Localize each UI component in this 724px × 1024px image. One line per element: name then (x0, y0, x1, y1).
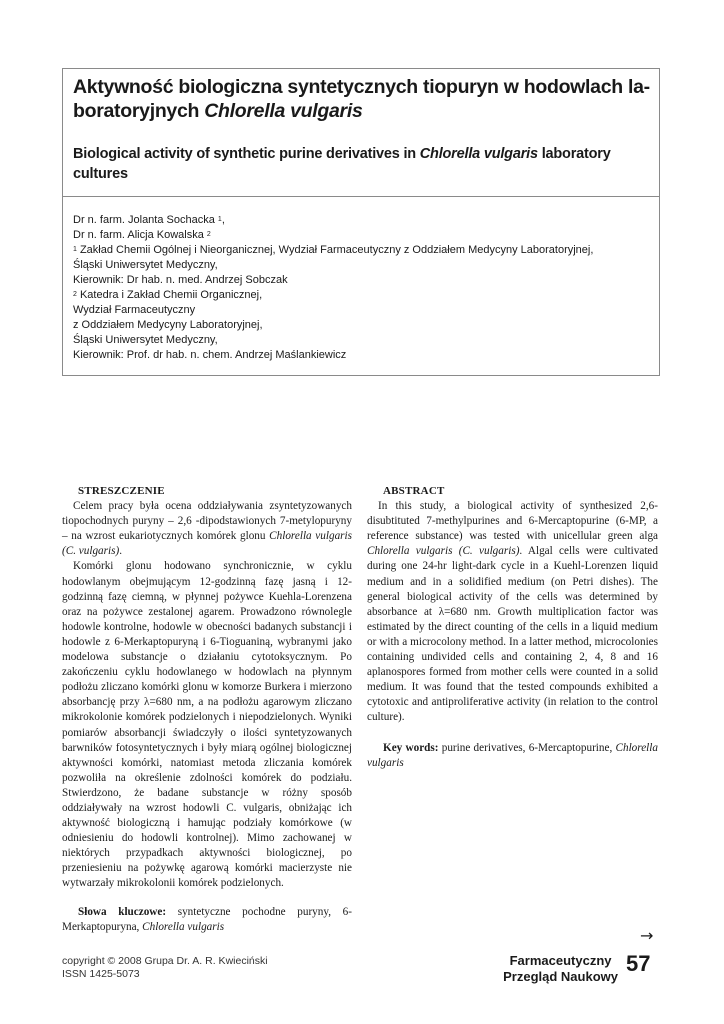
title-english-part1: Biological activity of synthetic purine derivatives in (73, 146, 420, 162)
affiliation-1: $^1$ Zakład Chemii Ogólnej i Nieorganicznej, Wydział Farmaceutyczny z Oddziałem Medycyny Laboratoryjnej, (73, 244, 594, 256)
author-1: Dr n. farm. Jolanta Sochacka $^1$, (73, 214, 225, 226)
header-frame (62, 68, 660, 376)
affiliation-2-faculty: Wydział Farmaceutyczny (73, 304, 196, 316)
footer-copyright (62, 955, 268, 981)
abstract-column (367, 484, 658, 771)
title-english-part2: laboratory (537, 146, 611, 162)
title-block (73, 75, 653, 184)
affiliation-2-branch: z Oddziałem Medycyny Laboratoryjnej, (73, 319, 263, 331)
streszczenie-paragraph-1: Celem pracy była ocena oddziaływania zsyntetyzowanych tiopochodnych puryny – 2,6 -dipodstawionych 7-metylopuryny – na wzrost eukariotycznych komórek glonu Chlorella vulgaris (C. vulgaris). (62, 500, 352, 558)
author-affiliations (73, 213, 653, 363)
affiliation-2-head: Kierownik: Prof. dr hab. n. chem. Andrzej Maślankiewicz (73, 349, 347, 361)
title-polish-species: Chlorella vulgaris (204, 100, 363, 122)
author-2: Dr n. farm. Alicja Kowalska $^2$ (73, 229, 211, 241)
streszczenie-heading: STRESZCZENIE (78, 485, 165, 497)
affiliation-2: $^2$ Katedra i Zakład Chemii Organicznej, (73, 289, 263, 301)
streszczenie-keywords: Słowa kluczowe: syntetyczne pochodne puryny, 6-Merkaptopuryna, Chlorella vulgaris (62, 905, 352, 933)
title-english (73, 144, 653, 184)
streszczenie-paragraph-2: Komórki glonu hodowano synchronicznie, w cyklu hodowlanym obejmującym 12-godzinną fazę jasną i 12-godzinną fazę ciemną, w płynnej pożywce Kuehla-Lorenzena oraz na pożywce zestalonej agarem. Prowadzono równolegle hodowle kontrolne, hodowle w obecności badanych substancji i hodowle z 6-Merkaptopuryną i 6-Tioguaniną, wybranymi jako modelowa substancje o działaniu cytotoksycznym. Po zakończeniu cyklu hodowlanego w hodowlach na płynnym podłożu zliczano komórki glonu w komorze Burkera i mierzono absorbancję przy λ=680 nm, a na podłożu agarowym zliczano mikrokolonie komórek podzielonych i niepodzielonych. Wyniki pomiarów absorbancji świadczyły o ilości syntetyzowanych barwników fotosyntetycznych i były miarą ogólnej biologicznej aktywności komórki, natomiast metoda zliczania komórek pozwoliła na określenie zdolności komórek do podziału. Stwierdzono, że badane substancje w różny sposób oddziaływały na wzrost hodowli C. vulgaris, obniżając ich aktywność biologiczną i hamując podziały komórkowe (w odniesieniu do hodowli kontrolnej). Mimo zachowanej w niektórych przypadkach aktywności biologicznej, po przeniesieniu na pożywkę agarową komórki macierzyste nie wytwarzały mikrokolonii komórek podzielonych. (62, 560, 352, 890)
title-english-part3: cultures (73, 166, 128, 182)
journal-name-line1: Farmaceutyczny (509, 953, 612, 968)
continue-arrow-icon: → (640, 926, 654, 945)
issn-text: ISSN 1425-5073 (62, 968, 140, 980)
title-english-species: Chlorella vulgaris (419, 146, 538, 162)
affiliation-1-university: Śląski Uniwersytet Medyczny, (73, 259, 218, 271)
header-separator (63, 196, 659, 197)
title-polish-line2: boratoryjnych (73, 100, 205, 122)
affiliation-2-university: Śląski Uniwersytet Medyczny, (73, 334, 218, 346)
copyright-text: copyright © 2008 Grupa Dr. A. R. Kwieciński (62, 955, 268, 967)
affiliation-1-head: Kierownik: Dr hab. n. med. Andrzej Sobczak (73, 274, 288, 286)
journal-name (503, 953, 618, 985)
journal-name-line2: Przegląd Naukowy (503, 969, 618, 984)
page-number: 57 (626, 951, 651, 976)
title-polish-line1: Aktywność biologiczna syntetycznych tiopuryn w hodowlach la- (73, 76, 650, 98)
title-polish (73, 75, 653, 123)
streszczenie-column (62, 484, 352, 935)
abstract-paragraph-1: In this study, a biological activity of synthesized 2,6-disubtituted 7-methylpurines and 6-Mercaptopurine (6-MP, a reference substance) was tested with unicellular green alga Chlorella vulgaris (C. vulgaris). Algal cells were cultivated during one 24-hr light-dark cycle in a Kuehl-Lorenzen liquid medium and in a solidified medium (on Petri dishes). The general biological activity of the cells was determined by absorbance at λ=680 nm. Growth multiplication factor was estimated by the direct counting of the cells in a liquid medium or with a microcolony method. In a latter method, microcolonies containing undivided cells and containing 2, 4, 8 and 16 aplanospores formed from mother cells were counted in a solid medium. It was found that the tested compounds exhibited a cytotoxic and antiproliferative activity (in relation to the control culture). (367, 500, 658, 724)
abstract-keywords: Key words: purine derivatives, 6-Mercaptopurine, Chlorella vulgaris (367, 741, 658, 769)
abstract-heading: ABSTRACT (383, 485, 445, 497)
